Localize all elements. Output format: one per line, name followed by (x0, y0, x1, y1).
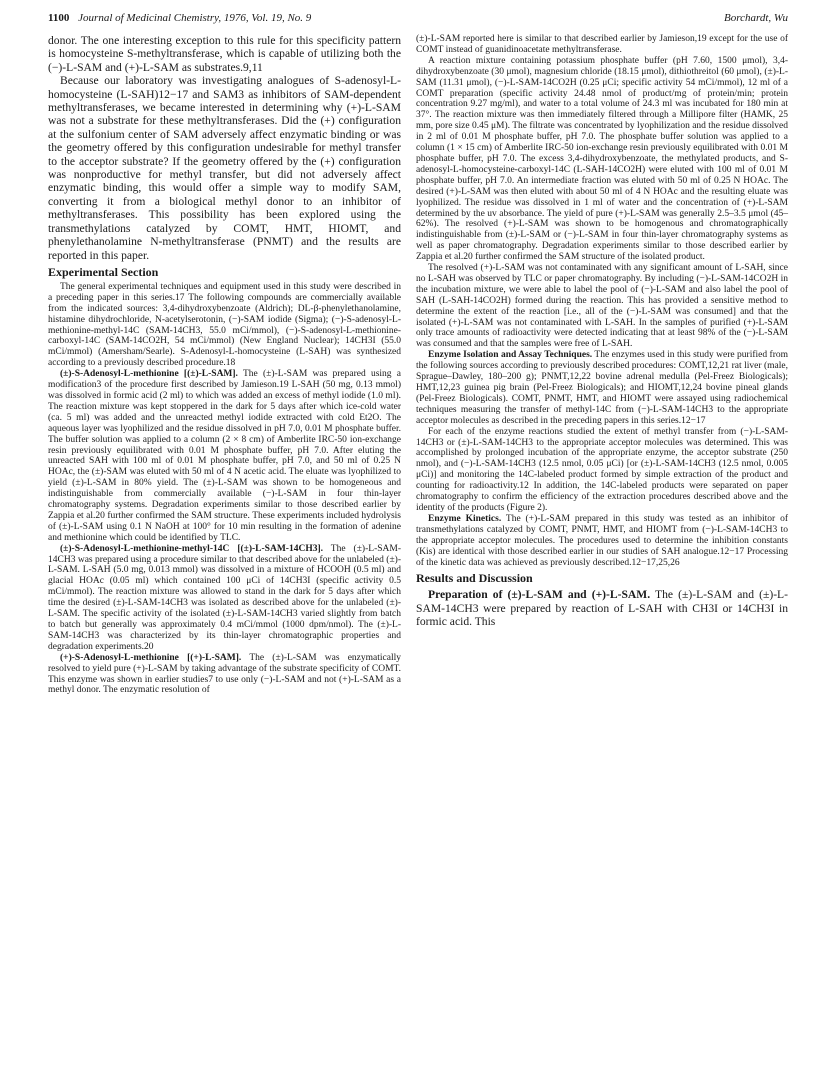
enzyme-isolation-paragraph (416, 350, 788, 426)
reaction-mixture-paragraph: A reaction mixture containing potassium phosphate buffer (pH 7.60, 1500 μmol), 3,4-dihydroxybenzoate (30 μmol), magnesium chloride (18.15 μmol), dithiothreitol (60 μmol), (±)-L-SAM (11.31 μmol), (−)-L-SAM-14CO2H (0.25 μCi; specific activity 54 mCi/mmol), 12 ml of a COMT preparation (specific activity 24.48 nmol of product/mg of protein/min; protein concentration 9.27 mg/ml), and water to a total volume of 24.3 ml was incubated for 180 min at 37°. The reaction mixture was then immediately filtered through a Millipore filter (HAMK, 25 mm, pore size 0.45 μM). The filtrate was concentrated by lyophilization and the residue dissolved in 2 ml of 0.01 M phosphate buffer, pH 7.0. The phosphate buffer solution was applied to a column (1 × 15 cm) of Amberlite IRC-50 ion-exchange resin previously equilibrated with 0.01 M phosphate buffer, pH 7.0. The excess 3,4-dihydroxybenzoate, the methylated products, and S-adenosyl-L-homocysteine-carboxyl-14C (L-SAH-14CO2H) were eluted with 100 ml of 0.01 M phosphate buffer, pH 7.0. An intermediate fraction was eluted with 50 ml of 0.25 N HOAc. The desired (+)-L-SAM was then eluted with about 50 ml of 4 N HOAc and the resulting eluate was lyophilized. The residue was dissolved in 1 ml of water and the concentration of (+)-L-SAM determined by the uv absorbance. The yield of pure (+)-L-SAM was generally 2.5–3.5 μmol (45–62%). The resolved (+)-L-SAM was shown to be homogenous and chromatographically indistinguishable from (±)-L-SAM or (−)-L-SAM in four thin-layer chromatography systems as well as paper chromatography. Degradation experiments similar to those described earlier by Zappia et al.20 further confirmed the SAM structure of the isolated product. (416, 55, 788, 263)
methyl-transfer-paragraph: For each of the enzyme reactions studied the extent of methyl transfer from (−)-L-SAM-14CH3 or (±)-L-SAM-14CH3 to the appropriate acceptor molecules was determined. This was accomplished by prolonged incubation of the appropriate enzyme, the acceptor substrate (250 nmol), and (−)-L-SAM-14CH3 (12.5 nmol, 0.05 μCi) [or (±)-L-SAM-14CH3 (12.5 nmol, 0.005 μCi)] and monitoring the 14C-labeled product formed by simple extraction of the product and counting for radioactivity.12 In addition, the 14C-labeled products were separated on paper chromatography to confirm the efficiency of the extraction procedures described above and the identity of the products (Figure 2). (416, 426, 788, 513)
enzyme-kinetics-paragraph (416, 514, 788, 569)
enzyme-kinetics-body: The (+)-L-SAM prepared in this study was tested as an inhibitor of transmethylations catalyzed by COMT, PNMT, HMT, and HIOMT from (−)-L-SAM-14CH3 to the appropriate acceptor molecules. The procedures used to determine the inhibition constants (Kis) are identical with those described earlier in our studies of SAH analogue.12−17 Processing of the kinetic data was achieved as previously described.12−17,25,26 (416, 513, 788, 568)
running-authors: Borchardt, Wu (724, 12, 788, 24)
results-section-heading: Results and Discussion (416, 571, 533, 586)
racemic-sam-body: The (±)-L-SAM was prepared using a modification3 of the procedure first described by Jamieson.19 L-SAH (50 mg, 0.13 mmol) was dissolved in formic acid (2 ml) to which was added an excess of methyl iodide (1.0 ml). The reaction mixture was kept stoppered in the dark for 5 days after which ice-cold water (ca. 5 ml) was added and the unreacted methyl iodide extracted with cold Et2O. The aqueous layer was lyophilized and the residue dissolved in pH 7.0, 0.01 M phosphate buffer. The buffer solution was applied to a column (2 × 8 cm) of Amberlite IRC-50 ion-exchange resin previously equilibrated with 0.01 M phosphate buffer, pH 7.0. After eluting the unreacted SAH with 100 ml of 0.01 M phosphate buffer, pH 7.0, and 50 ml of 0.25 N HOAc, the (±)-SAM was eluted with 50 ml of 4 N acetic acid. The eluate was lyophilized to yield (±)-L-SAM in 80% yield. The (±)-L-SAM was shown to be homogeneous and indistinguishable from commercially available (−)-L-SAM in four thin-layer chromatography systems. Degradation experiments similar to those described earlier by Zappia et al.20 further confirmed the SAM structure. These experiments included hydrolysis of (±)-L-SAM using 0.1 N NaOH at 100° for 10 min resulting in the formation of adenine and methionine which could be identified by TLC. (48, 369, 401, 543)
racemic-sam-paragraph (48, 369, 401, 544)
page-number: 1100 (48, 12, 70, 24)
plus-sam-paragraph (48, 653, 401, 697)
enzyme-kinetics-heading: Enzyme Kinetics. (428, 513, 502, 524)
journal-citation: Journal of Medicinal Chemistry, 1976, Vol. 19, No. 9 (78, 12, 312, 24)
left-column (48, 34, 401, 696)
resolved-sam-paragraph: The resolved (+)-L-SAM was not contaminated with any significant amount of L-SAH, since no L-SAH was observed by TLC or paper chromatography. By including (−)-L-SAM-14CO2H in the incubation mixture, we were able to label the pool of (−)-L-SAM and also label the pool of SAH (L-SAH-14CO2H) formed during the reaction. This has provided a sensitive method to determine the extent of the reaction [i.e., all of the (−)-L-SAM was consumed] and that the isolated (+)-L-SAM was not contaminated with L-SAH. In the samples of purified (+)-L-SAM only trace amounts of radioactivity were detected indicating that at least 98% of the (−)-L-SAM was consumed and that the samples were free of L-SAH. (416, 263, 788, 350)
labeled-sam-body: The (±)-L-SAM-14CH3 was prepared using a procedure similar to that described above for the unlabeled (±)-L-SAM. L-SAH (5.0 mg, 0.013 mmol) was dissolved in a mixture of HCOOH (0.5 ml) and glacial HOAc (0.05 ml) which contained 100 μCi of 14CH3I (specific activity 0.5 mCi/mmol). The reaction mixture was allowed to stand in the dark for 5 days after which time the desired (±)-L-SAM-14CH3 was isolated as described above for the unlabeled (±)-L-SAM. The specific activity of the isolated (±)-L-SAM-14CH3 varied slightly from batch to batch but generally was approximately 0.4 mCi/mmol (1000 dpm/nmol). The (±)-L-SAM-14CH3 was characterized by its thin-layer chromatographic properties and degradation experiments.20 (48, 543, 401, 652)
labeled-sam-heading: (±)-S-Adenosyl-L-methionine-methyl-14C [(±)-L-SAM-14CH3]. (60, 543, 323, 554)
labeled-sam-paragraph (48, 544, 401, 653)
intro-paragraph-2: Because our laboratory was investigating analogues of S-adenosyl-L-homocysteine (L-SAH)12−17 and SAM3 as inhibitors of SAM-dependent methyltransferases, we became interested in determining why (+)-L-SAM was not a substrate for these methyltransferases. Did the (+) configuration at the sulfonium center of SAM adversely affect enzymatic binding or was the geometry offered by this configuration undesirable for methyl transfer to the acceptor substrate? If the geometry offered by the (+) configuration was nonproductive for methyl transfer, but did not adversely affect enzymatic binding, this would offer a simple way to modify SAM, converting it from a biological methyl donor to an inhibitor of methyltransferases. This possibility has been explored using the transmethylations catalyzed by COMT, HMT, HIOMT, and phenylethanolamine N-methyltransferase (PNMT) and the results are reported in this paper. (48, 74, 401, 262)
enzyme-isolation-body: The enzymes used in this study were purified from the following sources according to previously described procedures: COMT,12,21 rat liver (male, Sprague–Dawley, 180–200 g); PNMT,12,22 bovine adrenal medulla (Pel-Freez Biologicals); HMT,12,23 guinea pig brain (Pel-Freez Biologicals); and HIOMT,12,24 bovine pineal glands (Pel-Freez Biologicals). COMT, PNMT, HMT, and HIOMT were assayed using radiochemical techniques measuring the transfer of methyl-14C from (−)-L-SAM-14CH3 to the appropriate acceptor molecules as described in the preceding papers in this series.12−17 (416, 350, 788, 426)
racemic-sam-heading: (±)-S-Adenosyl-L-methionine [(±)-L-SAM]. (60, 369, 238, 380)
intro-paragraph-1: donor. The one interesting exception to this rule for this specificity pattern is homocysteine S-methyltransferase, which is capable of utilizing both the (−)-L-SAM and (+)-L-SAM as substrates.9,11 (48, 34, 401, 74)
experimental-section-heading: Experimental Section (48, 264, 159, 279)
plus-sam-heading: (+)-S-Adenosyl-L-methionine [(+)-L-SAM]. (60, 652, 242, 663)
results-paragraph (416, 588, 788, 628)
results-paragraph-body: The (±)-L-SAM and (±)-L-SAM-14CH3 were prepared by reaction of L-SAH with CH3I or 14CH3I in formic acid. This (416, 588, 788, 629)
experimental-paragraph-1: The general experimental techniques and equipment used in this study were described in a preceding paper in this series.17 The following compounds are commercially available from the indicated sources: 3,4-dihydroxybenzoate (Aldrich); DL-β-phenylethanolamine, histamine dihydrochloride, N-acetylserotonin, (−)-SAM iodide (Sigma); (−)-S-adenosyl-L-methionine-methyl-14C (SAM-14CH3, 55.0 mCi/mmol), (−)-S-adenosyl-L-methionine-carboxyl-14C (SAM-14CO2H, 54 mCi/mmol) (New England Nuclear); 14CH3I (55.0 mCi/mmol) (Amersham/Searle). S-Adenosyl-L-homocysteine (L-SAH) was synthesized according to a previously described procedure.18 (48, 281, 401, 369)
plus-sam-body: The (±)-L-SAM was enzymatically resolved to yield pure (+)-L-SAM by taking advantage of the substrate specificity of COMT. This enzyme was shown in earlier studies7 to use only (−)-L-SAM and not (+)-L-SAM as a methyl donor. The enzymatic resolution of (48, 652, 401, 696)
enzyme-isolation-heading: Enzyme Isolation and Assay Techniques. (428, 350, 593, 361)
resolution-paragraph-1: (±)-L-SAM reported here is similar to that described earlier by Jamieson,19 except for the use of COMT instead of guanidinoacetate methyltransferase. (416, 34, 788, 55)
results-paragraph-heading: Preparation of (±)-L-SAM and (+)-L-SAM. (428, 588, 651, 602)
page-header (48, 12, 788, 28)
right-column (416, 34, 788, 629)
